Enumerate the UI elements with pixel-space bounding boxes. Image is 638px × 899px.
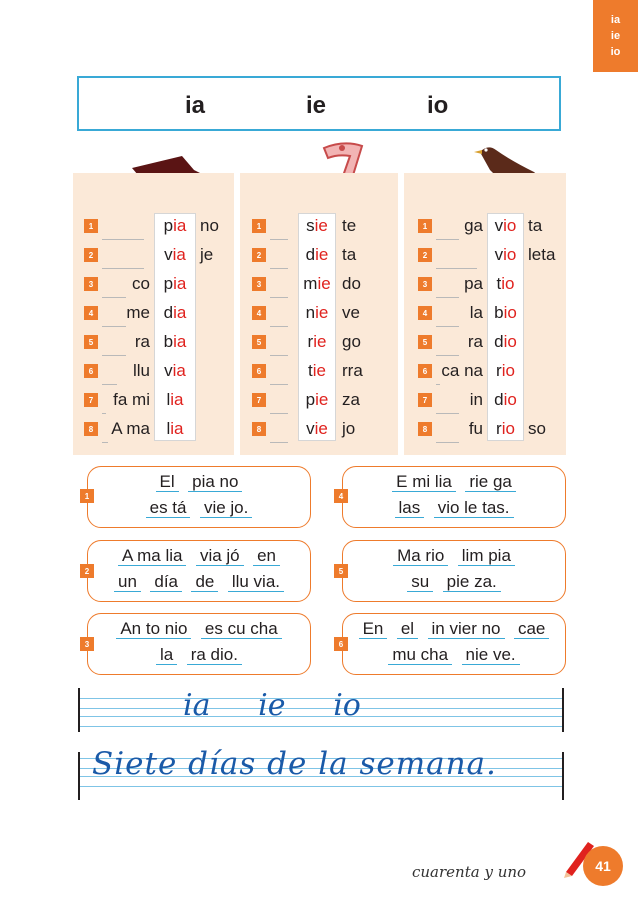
write-blank	[436, 343, 459, 356]
sentence-word: nie ve.	[462, 645, 520, 665]
target-syllable	[154, 388, 196, 412]
sentence-word: el	[397, 619, 418, 639]
row-number: 1	[84, 219, 98, 233]
row-number: 5	[252, 335, 266, 349]
syllable-vowel-pair: ia	[170, 390, 184, 409]
row-number: 8	[252, 422, 266, 436]
write-blank	[436, 285, 459, 298]
target-syllable	[154, 417, 196, 441]
sentence-line	[88, 619, 310, 639]
page-number: 41	[583, 846, 623, 886]
syllable-before: ra	[467, 332, 483, 351]
sentence-word: lim pia	[458, 546, 515, 566]
write-blank	[436, 430, 459, 443]
row-number: 6	[418, 364, 432, 378]
sentence-line	[88, 645, 310, 665]
syllable-before: la	[469, 303, 483, 322]
syllable-vowel-pair: ia	[170, 419, 184, 438]
target-syllable	[298, 388, 336, 412]
syllable-consonant: p	[163, 274, 174, 293]
syllable-before: co	[132, 274, 150, 293]
tab-ie: ie	[610, 30, 621, 42]
sentence-line	[343, 572, 565, 592]
sentence-word: in vier no	[428, 619, 505, 639]
sentence-number: 5	[334, 564, 348, 578]
syllable-consonant: t	[496, 274, 502, 293]
syllable-before: ga	[464, 216, 483, 235]
target-syllable	[154, 301, 196, 325]
syllable-consonant: b	[163, 332, 174, 351]
syllable-vowel-pair: ie	[314, 419, 328, 438]
margin-bar	[78, 688, 80, 732]
syllable-before: me	[126, 303, 150, 322]
sentence-box	[342, 613, 566, 675]
syllable-consonant: r	[496, 419, 502, 438]
row-number: 8	[418, 422, 432, 436]
sentence-word: un	[114, 572, 141, 592]
syllable-consonant: t	[308, 361, 313, 380]
syllable-before: fu	[468, 419, 483, 438]
sentence-word: de	[191, 572, 218, 592]
row-number: 2	[252, 248, 266, 262]
handwriting-text-1: ia ie io	[183, 688, 361, 723]
target-syllable	[298, 417, 336, 441]
syllable-vowel-pair: io	[501, 419, 515, 438]
sentence-word: es tá	[146, 498, 191, 518]
syllable-consonant: b	[494, 303, 504, 322]
syllable-vowel-pair: ie	[313, 332, 327, 351]
write-blank	[270, 430, 288, 443]
row-number: 1	[252, 219, 266, 233]
row-number: 5	[84, 335, 98, 349]
syllable-after: no	[200, 216, 219, 235]
sentence-word: es cu cha	[201, 619, 282, 639]
row-number: 4	[84, 306, 98, 320]
syllable-before: ca na	[441, 361, 483, 380]
row-number: 6	[252, 364, 266, 378]
sentence-word: las	[395, 498, 425, 518]
target-syllable	[487, 243, 524, 267]
syllable-vowel-pair: ia	[173, 216, 187, 235]
syllable-before: pa	[464, 274, 483, 293]
sentence-line	[343, 546, 565, 566]
syllable-vowel-pair: ie	[314, 216, 328, 235]
row-number: 5	[418, 335, 432, 349]
write-blank	[102, 285, 126, 298]
syllable-consonant: v	[306, 419, 315, 438]
syllable-vowel-pair: io	[501, 274, 515, 293]
syllable-before: llu	[132, 361, 150, 380]
write-blank	[270, 401, 288, 414]
sentence-word: pie za.	[443, 572, 501, 592]
target-syllable	[487, 417, 524, 441]
sentence-box	[87, 540, 311, 602]
syllable-after: ve	[342, 303, 360, 322]
write-blank	[102, 343, 126, 356]
target-syllable	[154, 330, 196, 354]
write-blank	[270, 285, 288, 298]
syllable-vowel-pair: ie	[315, 390, 329, 409]
sentence-word: cae	[514, 619, 549, 639]
title-ie: ie	[306, 92, 327, 119]
syllable-after: jo	[342, 419, 356, 438]
syllable-consonant: d	[163, 303, 174, 322]
target-syllable	[487, 359, 524, 383]
sentence-word: la	[156, 645, 177, 665]
row-number: 7	[418, 393, 432, 407]
syllable-vowel-pair: ie	[317, 274, 331, 293]
sentence-box	[342, 540, 566, 602]
row-number: 3	[252, 277, 266, 291]
syllable-vowel-pair: ia	[172, 361, 186, 380]
target-syllable	[298, 359, 336, 383]
tab-io: io	[610, 46, 621, 58]
target-syllable	[154, 359, 196, 383]
syllable-vowel-pair: io	[501, 361, 515, 380]
syllable-consonant: s	[306, 216, 315, 235]
write-blank	[270, 256, 288, 269]
write-blank	[102, 372, 117, 385]
row-number: 8	[84, 422, 98, 436]
sentence-number: 4	[334, 489, 348, 503]
target-syllable	[487, 301, 524, 325]
syllable-vowel-pair: io	[503, 245, 517, 264]
target-syllable	[298, 243, 336, 267]
sentence-line	[88, 572, 310, 592]
margin-bar	[562, 752, 564, 800]
syllable-after: leta	[528, 245, 556, 264]
syllable-consonant: p	[305, 390, 316, 409]
target-syllable	[298, 330, 336, 354]
syllable-after: go	[342, 332, 361, 351]
title-io: io	[427, 92, 449, 119]
syllable-consonant: d	[494, 332, 504, 351]
syllable-before: fa mi	[113, 390, 150, 409]
write-blank	[102, 430, 108, 443]
sentence-line	[343, 472, 565, 492]
write-blank	[102, 256, 144, 269]
sentence-word: su	[407, 572, 433, 592]
row-number: 4	[418, 306, 432, 320]
sentence-line	[343, 619, 565, 639]
syllable-consonant: m	[303, 274, 318, 293]
syllable-consonant: r	[307, 332, 314, 351]
target-syllable	[487, 330, 524, 354]
sentence-word: An to nio	[116, 619, 191, 639]
target-syllable	[298, 272, 336, 296]
write-blank	[102, 227, 144, 240]
sentence-word: rie ga	[465, 472, 516, 492]
sentence-box	[342, 466, 566, 528]
sentence-word: llu via.	[228, 572, 284, 592]
syllable-vowel-pair: ie	[312, 361, 326, 380]
row-number: 3	[84, 277, 98, 291]
row-number: 2	[84, 248, 98, 262]
syllable-consonant: n	[305, 303, 316, 322]
syllable-vowel-pair: io	[503, 303, 517, 322]
target-syllable	[154, 243, 196, 267]
sentence-word: vio le tas.	[434, 498, 514, 518]
sentence-word: Ma rio	[393, 546, 448, 566]
syllable-vowel-pair: ie	[315, 303, 329, 322]
syllable-vowel-pair: ia	[173, 332, 187, 351]
handwriting-row-1	[78, 690, 564, 740]
sentence-word: A ma lia	[118, 546, 186, 566]
syllable-consonant: v	[494, 245, 504, 264]
syllable-after: za	[342, 390, 360, 409]
syllable-after: ta	[528, 216, 543, 235]
write-blank	[436, 401, 459, 414]
row-number: 1	[418, 219, 432, 233]
syllable-vowel-pair: ie	[315, 245, 329, 264]
sentence-word: día	[150, 572, 182, 592]
sentence-number: 1	[80, 489, 94, 503]
row-number: 2	[418, 248, 432, 262]
syllable-after: rra	[342, 361, 363, 380]
sentence-word: mu cha	[388, 645, 452, 665]
syllable-before: ra	[134, 332, 150, 351]
syllable-after: so	[528, 419, 546, 438]
margin-bar	[562, 688, 564, 732]
sentence-line	[88, 546, 310, 566]
handwriting-text-2: Siete días de la semana.	[92, 746, 497, 782]
sentence-line	[88, 498, 310, 518]
title-ia: ia	[185, 92, 206, 119]
sentence-word: vie jo.	[200, 498, 252, 518]
syllable-consonant: l	[166, 419, 171, 438]
syllable-consonant: r	[496, 361, 502, 380]
sentence-word: en	[253, 546, 280, 566]
write-blank	[270, 314, 288, 327]
target-syllable	[487, 388, 524, 412]
target-syllable	[298, 301, 336, 325]
target-syllable	[154, 214, 196, 238]
target-syllable	[298, 214, 336, 238]
write-blank	[436, 372, 440, 385]
handwriting-row-2	[78, 746, 564, 802]
sentence-box	[87, 466, 311, 528]
write-blank	[436, 227, 459, 240]
sentence-number: 6	[334, 637, 348, 651]
write-blank	[436, 256, 477, 269]
sentence-line	[343, 645, 565, 665]
syllable-consonant: d	[494, 390, 504, 409]
sentence-word: via jó	[196, 546, 244, 566]
row-number: 6	[84, 364, 98, 378]
sentence-box	[87, 613, 311, 675]
syllable-consonant: v	[164, 245, 173, 264]
sentence-line	[343, 498, 565, 518]
row-number: 7	[252, 393, 266, 407]
sentence-word: El	[156, 472, 179, 492]
syllable-consonant: v	[494, 216, 504, 235]
syllable-after: te	[342, 216, 357, 235]
sentence-number: 3	[80, 637, 94, 651]
write-blank	[270, 227, 288, 240]
target-syllable	[154, 272, 196, 296]
syllable-vowel-pair: ia	[172, 245, 186, 264]
write-blank	[270, 343, 288, 356]
syllable-vowel-pair: ia	[173, 274, 187, 293]
syllable-after: do	[342, 274, 361, 293]
page-number-words: cuarenta y uno	[412, 863, 527, 881]
syllable-consonant: p	[163, 216, 174, 235]
write-blank	[270, 372, 288, 385]
write-blank	[102, 401, 106, 414]
sentence-word: pia no	[188, 472, 242, 492]
sentence-word: E mi lia	[392, 472, 456, 492]
target-syllable	[487, 272, 524, 296]
row-number: 7	[84, 393, 98, 407]
syllable-consonant: l	[166, 390, 171, 409]
target-syllable	[487, 214, 524, 238]
write-blank	[436, 314, 459, 327]
sentence-number: 2	[80, 564, 94, 578]
syllable-before: A ma	[111, 419, 150, 438]
syllable-vowel-pair: io	[503, 216, 517, 235]
syllable-consonant: v	[164, 361, 173, 380]
sentence-word: ra dio.	[187, 645, 242, 665]
tab-ia: ia	[610, 14, 621, 26]
syllable-before: in	[469, 390, 483, 409]
write-blank	[102, 314, 126, 327]
row-number: 4	[252, 306, 266, 320]
syllable-vowel-pair: io	[503, 332, 517, 351]
title-box	[77, 76, 561, 131]
section-tab	[593, 0, 638, 72]
syllable-after: je	[200, 245, 214, 264]
margin-bar	[78, 752, 80, 800]
row-number: 3	[418, 277, 432, 291]
syllable-after: ta	[342, 245, 357, 264]
syllable-consonant: d	[305, 245, 316, 264]
sentence-line	[88, 472, 310, 492]
sentence-word: En	[359, 619, 388, 639]
syllable-vowel-pair: io	[503, 390, 517, 409]
syllable-vowel-pair: ia	[173, 303, 187, 322]
